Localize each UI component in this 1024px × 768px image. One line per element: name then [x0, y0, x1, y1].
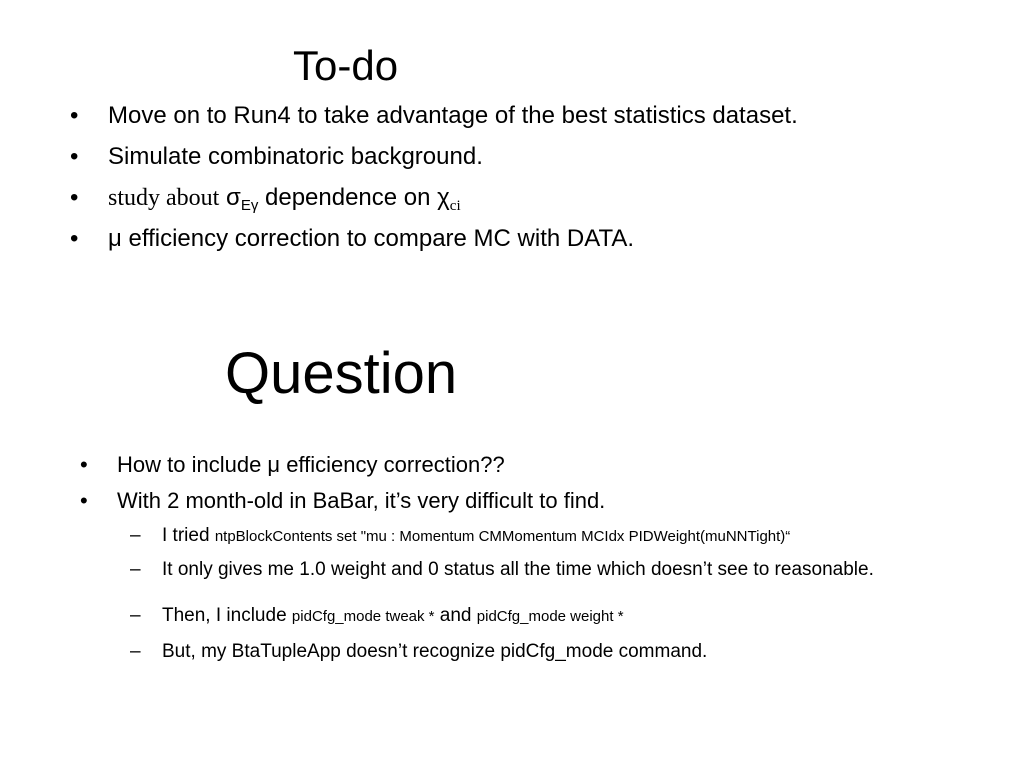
bullet: • [70, 102, 79, 129]
chi-subscript: ci [449, 198, 461, 214]
todo-item-text: Move on to Run4 to take advantage of the best statistics dataset. [108, 102, 798, 129]
bullet: • [70, 143, 79, 170]
todo-item-text [108, 184, 461, 215]
sigma-symbol: σ [226, 184, 241, 211]
question-subitem-text [162, 525, 790, 547]
question-item-text: With 2 month-old in BaBar, it’s very difficult to find. [117, 488, 606, 513]
dash: – [130, 559, 141, 580]
question-subitem-text: It only gives me 1.0 weight and 0 status all the time which doesn’t see to reasonable. [162, 559, 874, 580]
dependence-text: dependence on [265, 184, 431, 211]
bullet: • [80, 488, 88, 513]
question-title: Question [225, 341, 458, 406]
bullet: • [70, 225, 79, 252]
study-about-text: study about [108, 185, 220, 211]
dash: – [130, 525, 141, 546]
ntp-command-text: ntpBlockContents set "mu : Momentum CMMomentum MCIdx PIDWeight(muNNTight)“ [214, 528, 791, 545]
question-subitem-text: But, my BtaTupleApp doesn’t recognize pidCfg_mode command. [162, 641, 708, 662]
todo-item-text: Simulate combinatoric background. [108, 143, 483, 170]
todo-item-text: μ efficiency correction to compare MC with DATA. [108, 225, 634, 252]
weight-command-text: pidCfg_mode weight * [476, 608, 624, 625]
tried-lead: I tried [162, 525, 210, 546]
include-lead: Then, I include [162, 605, 287, 626]
chi-symbol: χ [437, 184, 450, 211]
dash: – [130, 605, 141, 626]
bullet: • [70, 184, 79, 211]
dash: – [130, 641, 141, 662]
tweak-command-text: pidCfg_mode tweak * [291, 608, 435, 625]
and-text: and [439, 605, 472, 626]
todo-title: To-do [293, 42, 399, 89]
sigma-subscript: Eγ [240, 197, 259, 214]
question-item-text: How to include μ efficiency correction?? [117, 452, 505, 477]
bullet: • [80, 452, 88, 477]
question-subitem-text [162, 605, 624, 627]
